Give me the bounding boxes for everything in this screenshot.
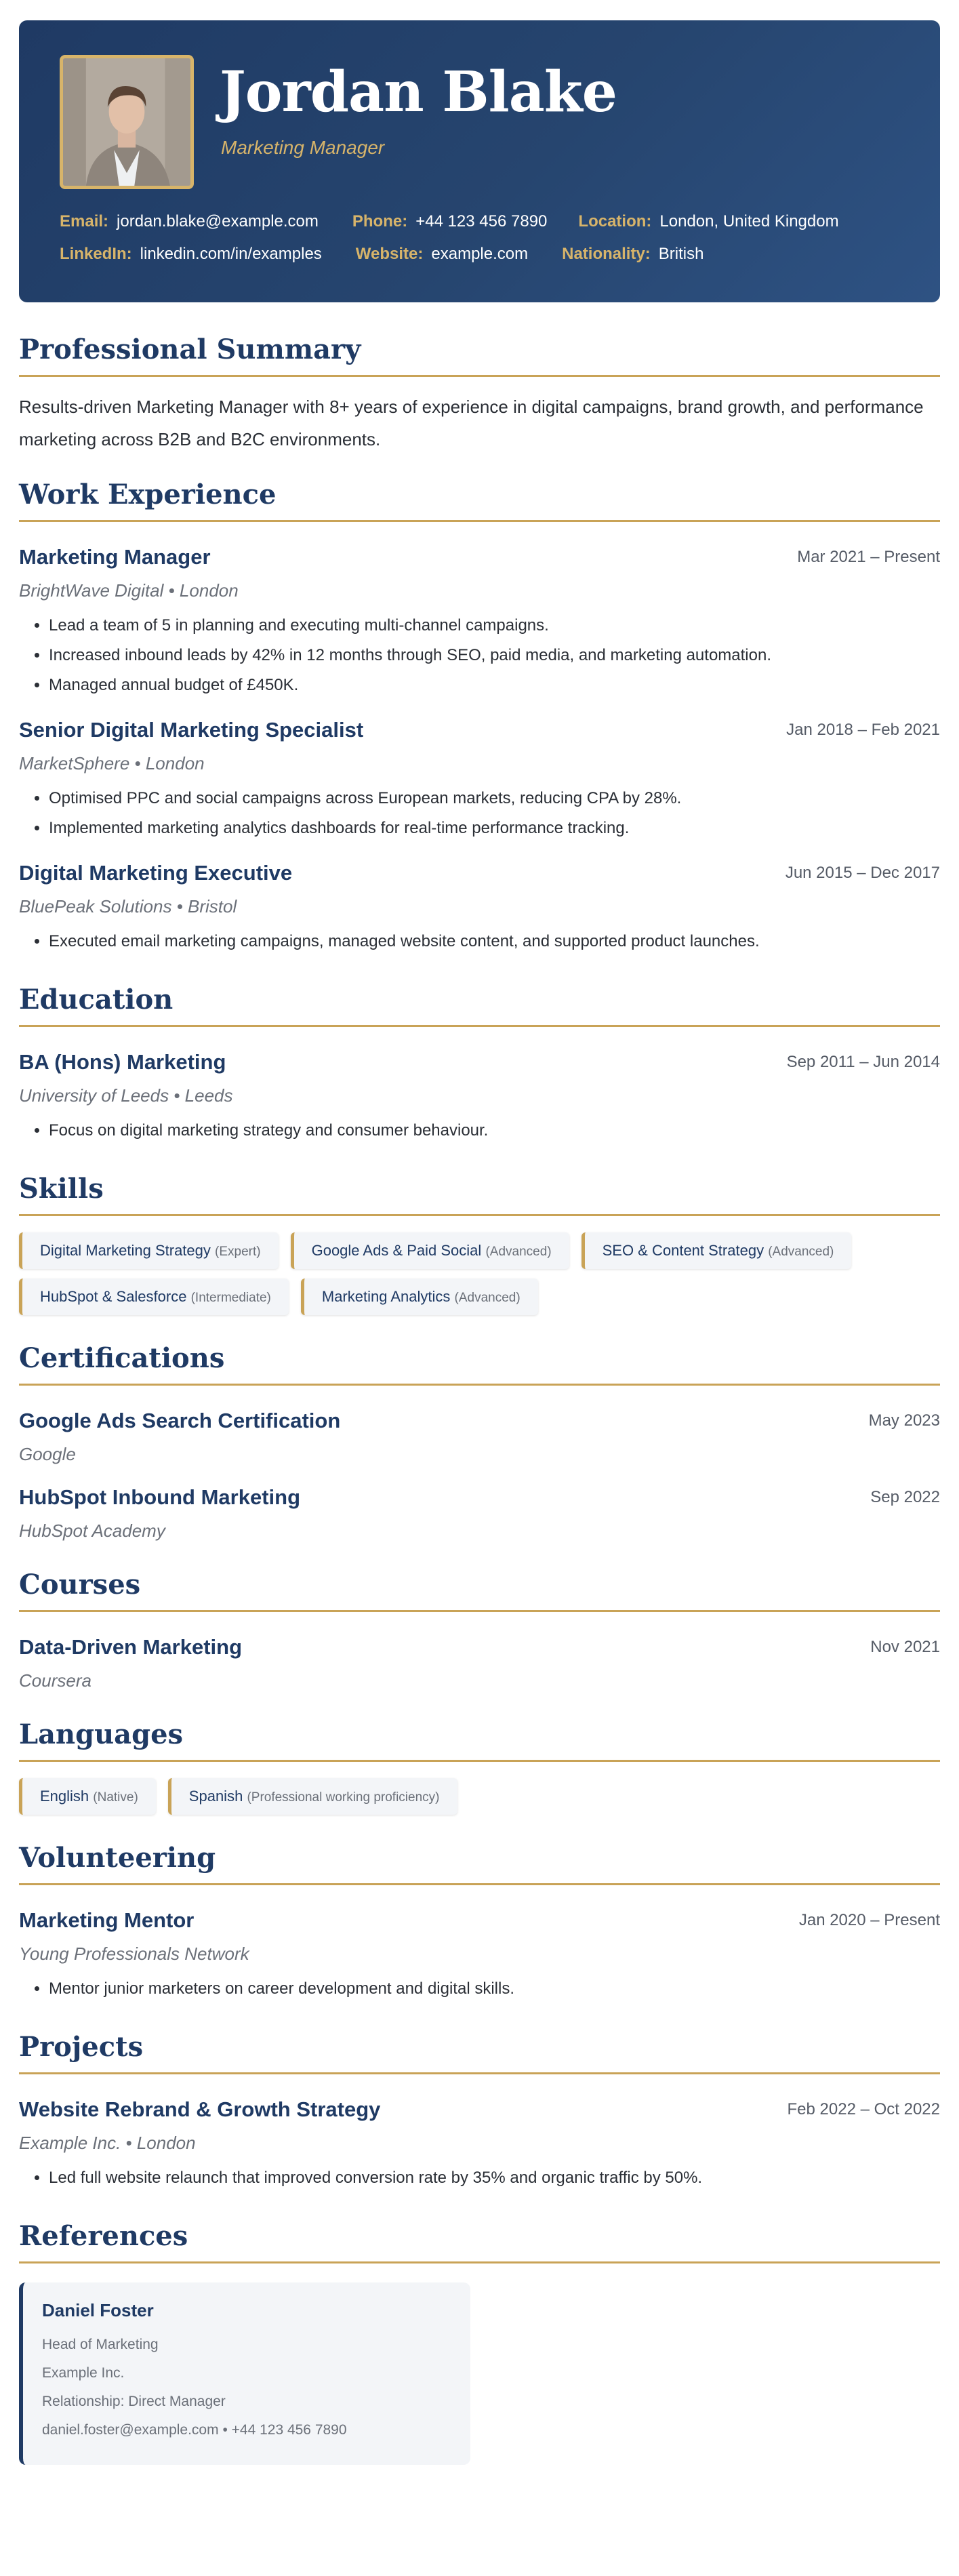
contact-label: Email: <box>60 212 109 230</box>
contact-phone <box>352 212 548 231</box>
certification-entry <box>19 1409 940 1465</box>
list-item: • Managed annual budget of £450K. <box>49 670 940 700</box>
job-title: Digital Marketing Executive <box>19 861 293 885</box>
reference-name: Daniel Foster <box>42 2300 154 2320</box>
skill-name: SEO & Content Strategy <box>602 1242 764 1259</box>
institution: University of Leeds • Leeds <box>19 1085 233 1106</box>
skill-level: (Advanced) <box>768 1245 834 1259</box>
contact-label: Phone: <box>352 212 408 230</box>
contact-website <box>356 245 528 264</box>
project-entry <box>19 2097 940 2193</box>
skill-level: (Advanced) <box>454 1291 521 1305</box>
skills-list <box>19 1232 940 1315</box>
skill-chip <box>19 1279 289 1315</box>
volunteer-role: Marketing Mentor <box>19 1908 195 1932</box>
course-entry <box>19 1635 940 1691</box>
skill-chip <box>291 1232 569 1269</box>
job-company: MarketSphere • London <box>19 753 205 773</box>
candidate-name: Jordan Blake <box>220 60 617 125</box>
skill-level: (Advanced) <box>485 1245 552 1259</box>
contact-label: Location: <box>578 212 652 230</box>
phone-link[interactable]: +44 123 456 7890 <box>415 212 548 230</box>
volunteer-bullets <box>19 1974 940 2004</box>
job-dates: Jan 2018 – Feb 2021 <box>786 721 940 739</box>
reference-relationship: Relationship: Direct Manager <box>42 2394 226 2409</box>
degree-dates: Sep 2011 – Jun 2014 <box>786 1053 940 1071</box>
certification-date: Sep 2022 <box>870 1488 940 1506</box>
job-bullets <box>19 927 940 957</box>
contact-location <box>578 212 838 231</box>
degree-title: BA (Hons) Marketing <box>19 1050 226 1074</box>
skill-name: Google Ads & Paid Social <box>311 1242 482 1259</box>
education-section <box>19 984 940 1146</box>
contact-label: Nationality: <box>562 245 651 263</box>
language-chip <box>168 1778 457 1815</box>
summary-text: Results-driven Marketing Manager with 8+ years of experience in digital campaigns, brand growth, and performance marketing across B2B and B2C environments. <box>19 397 924 449</box>
contact-row-1 <box>60 212 873 231</box>
section-heading: References <box>19 2220 940 2263</box>
section-heading: Education <box>19 984 940 1027</box>
section-heading: Work Experience <box>19 479 940 522</box>
section-heading: Professional Summary <box>19 334 940 377</box>
summary-section <box>19 334 940 456</box>
project-bullets <box>19 2163 940 2193</box>
contact-linkedin <box>60 245 322 264</box>
experience-entry <box>19 861 940 957</box>
volunteering-section <box>19 1842 940 2004</box>
skill-chip <box>581 1232 852 1269</box>
project-dates: Feb 2022 – Oct 2022 <box>787 2100 940 2118</box>
skill-level: (Expert) <box>215 1245 261 1259</box>
experience-entry <box>19 545 940 700</box>
section-heading: Languages <box>19 1718 940 1762</box>
profile-photo <box>60 55 194 189</box>
profile-photo-image <box>63 58 190 186</box>
list-item: • Optimised PPC and social campaigns across European markets, reducing CPA by 28%. <box>49 784 940 813</box>
contact-label: Website: <box>355 245 424 263</box>
contact-row-2 <box>60 245 737 264</box>
skills-section <box>19 1173 940 1315</box>
language-name: English <box>40 1788 89 1805</box>
list-item: • Implemented marketing analytics dashboards for real-time performance tracking. <box>49 813 940 843</box>
job-title: Marketing Manager <box>19 545 211 569</box>
courses-section <box>19 1569 940 1691</box>
volunteer-dates: Jan 2020 – Present <box>798 1911 940 1929</box>
certification-title: HubSpot Inbound Marketing <box>19 1485 301 1509</box>
languages-section <box>19 1718 940 1815</box>
list-item: • Focus on digital marketing strategy and consumer behaviour. <box>49 1116 940 1146</box>
degree-bullets <box>19 1116 940 1146</box>
volunteering-entry <box>19 1908 940 2004</box>
experience-entry <box>19 718 940 843</box>
job-bullets <box>19 784 940 843</box>
course-title: Data-Driven Marketing <box>19 1635 243 1659</box>
skill-level: (Intermediate) <box>190 1291 271 1305</box>
job-bullets <box>19 611 940 700</box>
skill-name: Marketing Analytics <box>321 1288 451 1305</box>
email-link[interactable]: jordan.blake@example.com <box>117 212 319 230</box>
skill-chip <box>19 1232 279 1269</box>
reference-position: Head of Marketing <box>42 2337 159 2352</box>
reference-contact[interactable]: daniel.foster@example.com • +44 123 456 7890 <box>42 2422 347 2438</box>
language-name: Spanish <box>188 1788 243 1805</box>
job-dates: Mar 2021 – Present <box>797 548 940 566</box>
contact-email <box>60 212 319 231</box>
skill-chip <box>301 1279 538 1315</box>
skill-name: HubSpot & Salesforce <box>40 1288 187 1305</box>
experience-section <box>19 479 940 957</box>
reference-card <box>19 2282 470 2465</box>
education-entry <box>19 1050 940 1146</box>
linkedin-link[interactable]: linkedin.com/in/examples <box>140 245 322 263</box>
projects-section <box>19 2031 940 2193</box>
volunteer-organization: Young Professionals Network <box>19 1944 249 1964</box>
section-heading: Courses <box>19 1569 940 1612</box>
reference-company: Example Inc. <box>42 2365 125 2381</box>
certification-entry <box>19 1485 940 1542</box>
section-heading: Certifications <box>19 1342 940 1386</box>
course-date: Nov 2021 <box>870 1638 940 1656</box>
certification-issuer: HubSpot Academy <box>19 1521 165 1541</box>
list-item: • Mentor junior marketers on career development and digital skills. <box>49 1974 940 2004</box>
section-heading: Volunteering <box>19 1842 940 1885</box>
certification-title: Google Ads Search Certification <box>19 1409 341 1432</box>
list-item: • Lead a team of 5 in planning and executing multi-channel campaigns. <box>49 611 940 641</box>
language-level: (Professional working proficiency) <box>247 1790 440 1805</box>
certifications-section <box>19 1342 940 1542</box>
project-client: Example Inc. • London <box>19 2133 196 2153</box>
candidate-title: Marketing Manager <box>221 137 385 158</box>
skill-name: Digital Marketing Strategy <box>40 1242 211 1259</box>
job-title: Senior Digital Marketing Specialist <box>19 718 364 742</box>
website-link[interactable]: example.com <box>431 245 529 263</box>
nationality-value: British <box>658 245 704 263</box>
location-value: London, United Kingdom <box>659 212 839 230</box>
list-item: • Led full website relaunch that improved conversion rate by 35% and organic traffic by 50%. <box>49 2163 940 2193</box>
list-item: • Increased inbound leads by 42% in 12 months through SEO, paid media, and marketing automation. <box>49 641 940 670</box>
certification-issuer: Google <box>19 1444 76 1464</box>
job-company: BrightWave Digital • London <box>19 580 239 601</box>
contact-nationality <box>562 245 703 264</box>
languages-list <box>19 1778 940 1815</box>
resume-header <box>19 20 940 302</box>
list-item: • Executed email marketing campaigns, managed website content, and supported product launches. <box>49 927 940 957</box>
project-title: Website Rebrand & Growth Strategy <box>19 2097 381 2121</box>
language-level: (Native) <box>93 1790 138 1805</box>
references-section <box>19 2220 940 2465</box>
job-company: BluePeak Solutions • Bristol <box>19 896 237 917</box>
certification-date: May 2023 <box>868 1411 940 1430</box>
contact-label: LinkedIn: <box>60 245 132 263</box>
section-heading: Projects <box>19 2031 940 2074</box>
section-heading: Skills <box>19 1173 940 1216</box>
language-chip <box>19 1778 156 1815</box>
job-dates: Jun 2015 – Dec 2017 <box>785 864 940 882</box>
course-provider: Coursera <box>19 1670 91 1691</box>
